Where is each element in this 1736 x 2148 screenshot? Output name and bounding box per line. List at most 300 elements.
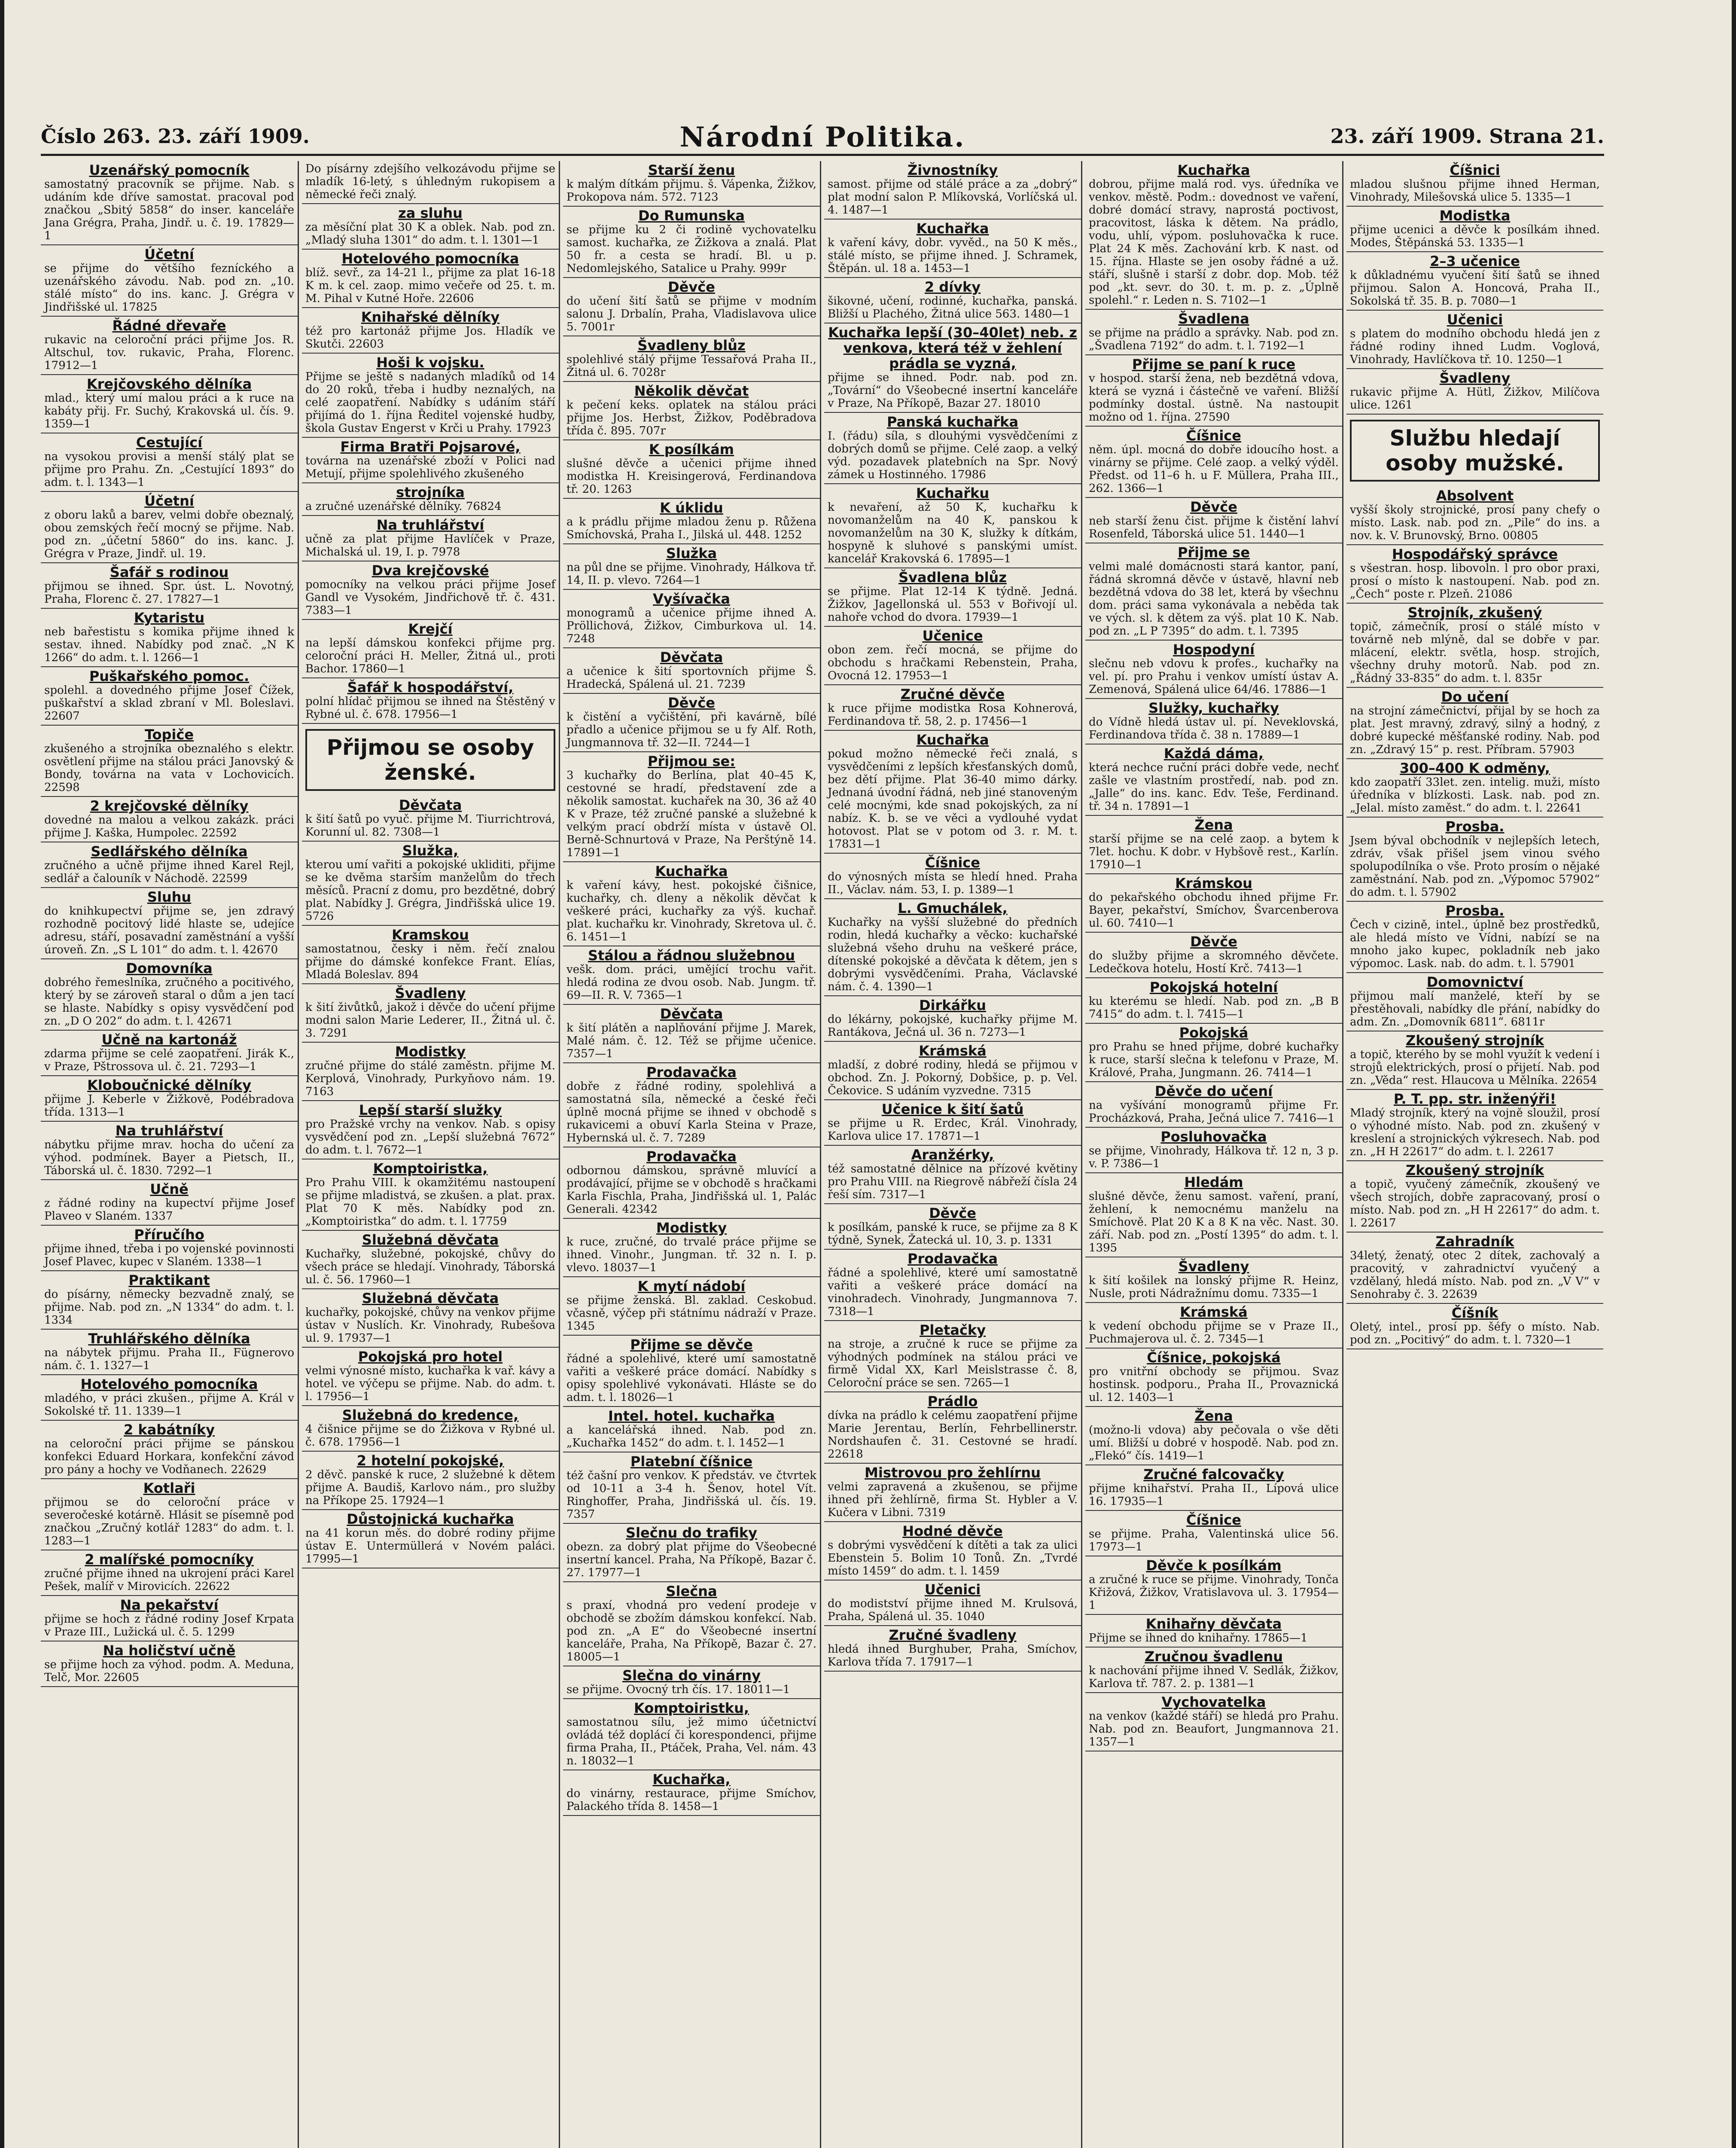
classified-ad: [1085, 1556, 1342, 1615]
classified-ad: [41, 161, 298, 245]
classified-ad: [824, 1580, 1081, 1626]
ad-heading: Strojník, zkušený: [1407, 604, 1542, 621]
ad-text: se přijme. Ovocný trh čís. 17. 18011—1: [566, 1683, 790, 1696]
classified-ad: [1085, 816, 1342, 874]
ad-heading: za sluhu: [398, 205, 463, 221]
ad-text: k šití živůtků, jakož i děvče do učení přijme modni salon Marie Lederer, II., Žitná ul. č. 3. 7291: [305, 1001, 555, 1040]
ad-text: na lepší dámskou konfekci přijme prg. celoroční práci H. Meller, Žitná ul., proti Bachor. 17860—1: [305, 637, 555, 675]
ad-text: přijme J. Keberle v Žižkově, Podébradova třída. 1313—1: [44, 1093, 294, 1119]
ad-heading: Švadleny blůz: [637, 337, 746, 354]
ad-heading: Praktikant: [128, 1272, 210, 1288]
classified-ad: [41, 1596, 298, 1642]
ad-heading: Účetní: [144, 493, 194, 509]
classified-ad: [563, 694, 820, 752]
ad-heading: Na truhlářství: [376, 517, 484, 533]
ad-heading: Knihařské dělníky: [361, 309, 500, 325]
ad-text: rukavic na celoroční práci přijme Jos. R. Altschul, tov. rukavic, Praha, Florenc. 17912—1: [44, 333, 294, 372]
ad-text: a zručné uzenářské dělníky. 76824: [305, 500, 502, 513]
ad-heading: Zručné děvče: [900, 686, 1005, 702]
classified-ad: [824, 1204, 1081, 1250]
classified-ad: [1346, 759, 1603, 818]
ad-text: do písárny, německy bezvadně znalý, se přijme. Nab. pod zn. „N 1334“ do adm. t. l. 1334: [44, 1288, 294, 1327]
classified-ad: [1085, 1648, 1342, 1693]
ad-heading: Zahradník: [1435, 1233, 1514, 1250]
classified-ad: [41, 1479, 298, 1550]
ad-heading: Příručího: [134, 1227, 204, 1243]
ad-heading: Švadlena blůz: [898, 569, 1007, 586]
ad-heading: Hotelového pomocníka: [341, 250, 519, 267]
ad-heading: Prodavačka: [646, 1064, 737, 1080]
ad-heading: Dva krejčovské: [372, 562, 489, 579]
classified-ad: [1085, 933, 1342, 978]
classified-ad: [41, 317, 298, 375]
ad-heading: Zručnou švadlenu: [1144, 1648, 1283, 1665]
classified-ad: [563, 1452, 820, 1524]
classified-ad: [41, 609, 298, 667]
ad-heading: Pokojská hotelní: [1149, 979, 1278, 995]
ad-heading: Kuchařka: [916, 732, 989, 748]
ad-heading: Kuchařka lepší (30–40let) neb. z venkova, která též v žehlení prádla se vyzná,: [828, 324, 1077, 372]
ad-text: do pekařského obchodu ihned přijme Fr. Bayer, pekařství, Smíchov, Švarcenberova ul. 60. 7410—1: [1089, 891, 1339, 930]
classified-ad: [41, 492, 298, 563]
ad-text: kdo zaopatří 33let. zen. intelig. muži, místo úředníka v blízkosti. Lask. nab. pod zn. „Jelal. místo zaměst.“ do adm. t. l. 22641: [1350, 776, 1600, 815]
ad-text: na strojní zámečnictví, přijal by se hoch za plat. Jest mravný, zdravý, silný a hodný, z dobré kupecké měšťanské rodiny. Nab. pod zn. „Zdravý 15“ p. rest. Příbram. 57903: [1350, 705, 1600, 756]
ad-text: do výnosných místa se hledí hned. Praha II., Václav. nám. 53, I. p. 1389—1: [828, 870, 1078, 896]
ad-text: se přijme ženská. Bl. zaklad. Ceskobud. včasně, výčep při státnímu nádraží v Praze. 1345: [566, 1294, 816, 1333]
ad-heading: Na pekařství: [120, 1597, 219, 1613]
ad-text: 34letý, ženatý, otec 2 dítek, zachovalý a pracovitý, v zahradnictví vyučený a vzdělaný, hledá místo. Nab. pod zn. „V V“ v Senohraby č. 3. 22639: [1350, 1249, 1600, 1301]
ad-heading: Sluhu: [147, 889, 192, 905]
ad-text: z oboru laků a barev, velmi dobře obeznalý, obou zemských řečí mocný se přijme. Nab. pod zn. „účetní 5860“ do ins. kanc. J. Grégra v Praze, Jindř. ul. 19.: [44, 509, 294, 560]
classified-ad: [1085, 1257, 1342, 1303]
ad-text: přijme se hoch z řádné rodiny Josef Krpata v Praze III., Lužická ul. č. 5. 1299: [44, 1613, 294, 1638]
ad-text: k důkladnému vyučení šití šatů se ihned přijmou. Salon A. Honcová, Praha II., Sokolská tř. 35. B. p. 7080—1: [1350, 269, 1600, 308]
ad-text: neb starší ženu čist. přijme k čistění lahví Rosenfeld, Táborská ulice 51. 1440—1: [1089, 515, 1339, 540]
ad-text: blíž. sevř., za 14-21 l., přijme za plat 16-18 K m. k cel. zaop. mimo večeře od 25. t. m. M. Pihal v Kutné Hoře. 22606: [305, 266, 555, 305]
classified-ad: [302, 204, 559, 250]
ad-text: dovedné na malou a velkou zakázk. práci přijme J. Kaška, Humpolec. 22592: [44, 814, 294, 839]
classified-ad: [563, 1147, 820, 1219]
ad-text: k vaření kávy, hest. pokojské čišnice, kuchařky, ch. dleny a několik děvčat k veškeré práci, kuchařky za výš. kuchař. plat. kuchařku kr. Vinohrady, Skretova ul. č. 6. 1451—1: [566, 879, 816, 943]
ad-heading: Děvče: [929, 1205, 976, 1221]
ad-text: mladého, v práci zkušen., přijme A. Král v Sokolské tř. 11. 1339—1: [44, 1392, 294, 1418]
ad-heading: Do Rumunska: [638, 207, 745, 224]
ad-heading: Topiče: [144, 726, 194, 743]
ad-text: neb bařestistu s komika přijme ihned k sestav. ihned. Nabídky pod znač. „N K 1266“ do adm. t. l. 1266—1: [44, 625, 294, 664]
classified-ad: [1085, 427, 1342, 498]
ad-text: též pro kartonáž přijme Jos. Hladík ve Skutči. 22603: [305, 325, 555, 351]
classified-ad: [824, 1146, 1081, 1204]
ad-text: do učení šití šatů se přijme v modním salonu J. Drbalín, Praha, Vladislavova ulice 5. 7001r: [566, 295, 816, 333]
ad-text: a k prádlu přijme mladou ženu p. Růžena Smíchovská, Praha I., Jilská ul. 448. 1252: [566, 516, 816, 541]
ad-heading: Číšník: [1451, 1305, 1498, 1321]
ad-text: do služby přijme a skromného děvčete. Ledečkova hotelu, Hostí Krč. 7413—1: [1089, 949, 1339, 975]
classified-ad: [563, 648, 820, 694]
ad-text: (možno-li vdova) aby pečovala o vše děti umí. Bližší u dobré v hospodě. Nab. pod zn. „Flekó“ čís. 1419—1: [1089, 1424, 1339, 1462]
ad-text: topič, zámečník, prosí o stálé místo v továrně neb mlýně, dal se dobře v par. mlácení, elektr. světla, hosp. strojích, všechny druhy motorů. Nab. pod zn. „Řádný 33-835“ do adm. t. l. 835r: [1350, 620, 1600, 685]
ad-heading: Služebná do kredence,: [342, 1407, 519, 1423]
classified-ad: [1085, 1693, 1342, 1751]
classified-ad: [302, 926, 559, 984]
classified-ad: [824, 1100, 1081, 1146]
ad-heading: Krámská: [1180, 1304, 1248, 1320]
ad-heading: Učně na kartonáž: [101, 1031, 237, 1048]
ad-text: se přijme, Vinohrady, Hálkova tř. 12 n, 3 p. v. P. 7386—1: [1089, 1144, 1339, 1170]
classified-ad: [41, 1330, 298, 1375]
ad-heading: Stálou a řádnou služebnou: [588, 947, 795, 964]
ad-text: se přijme. Praha, Valentinská ulice 56. 17973—1: [1089, 1528, 1339, 1553]
ad-heading: Krejčovského dělníka: [86, 376, 252, 392]
left-page-edge: [0, 0, 4, 2148]
ad-heading: Učenici: [924, 1581, 981, 1598]
classified-ad: [824, 854, 1081, 899]
ad-text: 4 čišnice přijme se do Žižkova v Rybné ul. č. 678. 17956—1: [305, 1423, 555, 1449]
ad-text: samost. přijme od stálé práce a za „dobrý“ plat modní salon P. Mlíkovská, Vorlíčská ul. 4. 1487—1: [828, 178, 1078, 217]
classified-ad: [41, 563, 298, 609]
ad-text: šikovné, učení, rodinné, kuchařka, panská. Bližší u Plachého, Žitná ulice 563. 1480—1: [828, 295, 1078, 320]
ad-heading: 2 malířské pomocníky: [85, 1551, 254, 1568]
column-4: [824, 161, 1082, 2148]
ad-heading: Kuchařka: [655, 863, 728, 879]
ad-text: k šití šatů po vyuč. přijme M. Tiurrichtrová, Korunní ul. 82. 7308—1: [305, 813, 555, 839]
ad-heading: Modistky: [656, 1220, 727, 1236]
right-page-edge: [1732, 0, 1736, 2148]
ad-heading: Aranžérky,: [911, 1147, 994, 1163]
ad-text: na půl dne se přijme. Vinohrady, Hálkova tř. 14, II. p. vlevo. 7264—1: [566, 561, 816, 587]
ad-text: k šití košilek na lonský přijme R. Heinz, Nusle, proti Nádražnímu domu. 7335—1: [1089, 1274, 1339, 1300]
ad-text: Do písárny zdejšího velkozávodu přijme se mladík 16-letý, s úhledným rukopisem a německé řeči znalý.: [305, 162, 555, 201]
classified-ad: [563, 440, 820, 499]
classified-ad: [302, 483, 559, 516]
classified-ad: [824, 484, 1081, 568]
classified-ad: [41, 433, 298, 492]
ad-heading: Služebná děvčata: [362, 1232, 499, 1248]
ad-text: zkušeného a strojníka obeznalého s elektr. osvětlení přijme na stálou práci Janovský & Bondy, továrna na vata v Lochovicích. 22598: [44, 742, 294, 794]
ad-text: pro Pražské vrchy na venkov. Nab. s opisy vysvědčení pod zn. „Lepší služebná 7672“ do adm. t. l. 7672—1: [305, 1118, 555, 1156]
ad-heading: Každá dáma,: [1163, 745, 1264, 762]
ad-text: pro vnitřní obchody se přijmou. Svaz hostinsk. podporu., Praha II., Provaznická ul. 12. 1403—1: [1089, 1365, 1339, 1404]
ad-text: se přijme do většího fezníckého a uzenářského závodu. Nab. pod zn. „10. stálé místo“ do ins. kanc. J. Grégra v Jindřišské ul. 17825: [44, 262, 294, 314]
classified-ad: [563, 1666, 820, 1699]
classified-ad: [563, 946, 820, 1005]
ad-heading: Přijme se: [1177, 544, 1250, 561]
ad-heading: Služka: [666, 545, 717, 561]
ad-text: přijmou malí manželé, kteří by se přestěhovali, nabídky dle přání, nabídky do adm. Zn. „Domovník 6811“. 6811r: [1350, 990, 1600, 1028]
classified-ad: [563, 1336, 820, 1407]
classified-ad: [302, 1452, 559, 1510]
ad-text: Kuchařky na vyšší služebné do předních rodin, hledá kuchařky a věcko: kuchařské služebná všeho druhu na veškeré práce, dítenské pokojské a děvčata k dětem, jen s dobrými vysvědčeními. Praha, Václavské nám. č. 4. 1390—1: [828, 916, 1078, 993]
classified-ad: [41, 726, 298, 797]
ad-text: kuchařky, pokojské, chůvy na venkov přijme ústav v Nuslích. Kr. Vinohrady, Rubešova ul. 9. 17937—1: [305, 1306, 555, 1345]
classified-ad: [824, 568, 1081, 627]
ad-text: kterou umí vařiti a pokojské ukliditi, přijme se ke dvěma starším manželům do třech měsíců. Pracní z domu, pro bezdětné, dobrý plat. Nabídky J. Grégra, Jindřišská ulice 19. 5726: [305, 858, 555, 923]
classified-ad: [302, 1289, 559, 1348]
ad-text: dobře z řádné rodiny, spolehlivá a samostatná síla, německé a české řeči úplně mocná přijme se ihned v obchodě s rukavicemi a obuví Karla Steina v Praze, Hybernská ul. č. 7. 7289: [566, 1080, 816, 1144]
ad-heading: Absolvent: [1436, 488, 1514, 504]
classified-ad: [302, 796, 559, 842]
ad-heading: L. Gmuchálek,: [898, 900, 1008, 916]
classified-ad: [1346, 604, 1603, 688]
classified-ad: [302, 438, 559, 483]
classified-ad: [1346, 311, 1603, 369]
ad-text: k pečení keks. oplatek na stálou práci přijme Jos. Herbst, Žižkov, Poděbradova třída č. 895. 707r: [566, 399, 816, 437]
ad-text: polní hlídač přijmou se ihned na Štěstěný v Rybné ul. č. 678. 17956—1: [305, 695, 555, 721]
classified-ad: [1085, 1615, 1342, 1648]
ad-heading: Číšnice: [925, 854, 980, 871]
column-6: [1346, 161, 1603, 2148]
classified-ad: [1085, 161, 1342, 310]
issue-date: Číslo 263. 23. září 1909.: [41, 125, 310, 148]
ad-text: na stroje, a zručné k ruce se přijme za výhodných podmínek na stálou práci ve firmě Vidal XX, Karl Meislstrasse č. 8, Celoroční práce se sen. 7265—1: [828, 1338, 1078, 1389]
classified-ad: [1085, 1024, 1342, 1082]
ad-text: k ruce, zručné, do trvalé práce přijme se ihned. Vinohr., Jungman. tř. 32 n. I. p. vlevo. 18037—1: [566, 1236, 816, 1274]
classified-columns: [41, 161, 1606, 2148]
ad-heading: Na truhlářství: [115, 1123, 223, 1139]
ad-heading: Cestující: [136, 434, 203, 451]
ad-heading: Kuchařka,: [652, 1771, 731, 1788]
classified-ad: [41, 1375, 298, 1421]
ad-heading: 2–3 učenice: [1430, 253, 1520, 269]
page-header: [41, 121, 1604, 156]
ad-text: se přijme hoch za výhod. podm. A. Meduna, Telč, Mor. 22605: [44, 1658, 294, 1684]
classified-ad: [563, 161, 820, 207]
classified-ad: [302, 1510, 559, 1568]
ad-text: velmi zapravená a zkušenou, se přijme ihned při žehlírně, firma St. Hybler a V. Kučera v Libni. 7319: [828, 1480, 1078, 1519]
ad-heading: Platební číšnice: [630, 1453, 753, 1470]
ad-text: k čistění a vyčištění, při kavárně, bílé přadlo a učenice přijmou se u fy Alf. Roth, Jungmannova tř. 32—II. 7244—1: [566, 711, 816, 749]
classified-ad: [41, 797, 298, 842]
classified-ad: [1085, 1465, 1342, 1511]
ad-text: za měsíční plat 30 K a oblek. Nab. pod zn. „Mladý sluha 1301“ do adm. t. l. 1301—1: [305, 221, 555, 247]
ad-text: samostatnou sílu, jež mimo účetnictví ovládá též doplácí či korespondenci, přijme firma Praha, II., Ptáček, Praha, Vel. nám. 43 n. 18032—1: [566, 1716, 816, 1767]
ad-heading: Služky, kuchařky: [1148, 700, 1279, 716]
classified-ad: [1085, 874, 1342, 933]
ad-text: do knihkupectví přijme se, jen zdravý rozhodně pocitový lidé hlaste se, udejíce adresu, stáří, posavadní zaměstnání a vyšší úroveň. Zn. „S L 101“ do adm. t. l. 42670: [44, 905, 294, 956]
classified-ad: [41, 1226, 298, 1271]
ad-text: v hospod. starší žena, neb bezdětná vdova, která se vyzná i částečně ve vaření. Bližší podmínky dostal. ústně. Na nastoupit možno od 1. října. 27590: [1089, 372, 1339, 424]
ad-heading: Děvčata: [660, 1006, 723, 1022]
ad-heading: Vychovatelka: [1161, 1694, 1266, 1710]
classified-ad: [563, 1524, 820, 1582]
classified-ad: [302, 1101, 559, 1159]
ad-text: přijmou se do celoroční práce v severočeské kotárně. Hlásit se písemně pod značkou „Zručný kotlář 1283“ do adm. t. l. 1283—1: [44, 1496, 294, 1547]
ad-text: a učenice k šití sportovních přijme Š. Hradecká, Spálená ul. 21. 7239: [566, 665, 816, 691]
ad-heading: Dirkářku: [919, 997, 987, 1013]
classified-ad: [824, 731, 1081, 854]
ad-heading: Firma Bratři Pojsarové,: [340, 439, 521, 455]
ad-heading: Hospodyní: [1173, 641, 1255, 658]
classified-ad: [563, 590, 820, 648]
ad-heading: Hospodářský správce: [1392, 546, 1558, 562]
ad-heading: Žena: [1194, 1408, 1233, 1424]
ad-heading: Pokojská pro hotel: [358, 1349, 503, 1365]
ad-heading: Hotelového pomocníka: [80, 1376, 258, 1392]
classified-ad: [824, 627, 1081, 685]
ad-text: I. (řádu) síla, s dlouhými vysvědčeními z dobrých domů se přijme. Celé zaop. a velký výd. pozadavek platebních na Spr. Nový zámek u Hostinného. 17986: [828, 430, 1078, 481]
ad-text: do modistství přijme ihned M. Krulsová, Praha, Spálená ul. 35. 1040: [828, 1597, 1078, 1623]
ad-heading: Děvčata: [660, 649, 723, 665]
masthead-title: Národní Politika.: [679, 121, 965, 153]
classified-ad: [302, 1043, 559, 1101]
column-3: [563, 161, 821, 2148]
ad-heading: Slečna: [666, 1583, 717, 1599]
ad-text: k posílkám, panské k ruce, se přijme za 8 K týdně, Synek, Žatecká ul. 10, 3. p. 1331: [828, 1221, 1078, 1247]
ad-text: k nachování přijme ihned V. Sedlák, Žižkov, Karlova tř. 787. 2. p. 1381—1: [1089, 1664, 1339, 1690]
classified-ad: [41, 245, 298, 317]
ad-text: monogramů a učenice přijme ihned A. Pröllichová, Žižkov, Cimburkova ul. 14. 7248: [566, 607, 816, 645]
ad-text: Čech v cizině, intel., úplně bez prostředků, ale hledá místo ve Vídni, nabízí se na mnoho jako kupec, pokladník neb jako výpomoc. Lask. nab. do adm. t. l. 57901: [1350, 918, 1600, 970]
ad-heading: Účetní: [144, 246, 194, 262]
ad-text: která nechce ruční práci dobře vede, nechť zašle ve vlastním prostředí, nab. pod zn. „Jalle“ do ins. kanc. Edv. Teše, Ferdinand. tř. 34 n. 17891—1: [1089, 761, 1339, 813]
classified-ad: [1346, 487, 1603, 545]
ad-heading: Komptoiristku,: [633, 1700, 749, 1716]
classified-ad: [1346, 369, 1603, 415]
ad-heading: Děvčata: [399, 797, 462, 813]
ad-heading: Číšnice, pokojská: [1147, 1349, 1281, 1366]
classified-ad: [41, 1180, 298, 1226]
classified-ad: [1346, 1233, 1603, 1304]
ad-heading: Šafář k hospodářství,: [347, 679, 514, 696]
classified-ad: [1085, 1407, 1342, 1465]
ad-heading: Děvče: [668, 695, 715, 711]
ad-text: továrna na uzenářské zboží v Polici nad Metují, přijme spolehlivého zkušeného: [305, 455, 555, 480]
classified-ad: [1085, 1511, 1342, 1556]
classified-ad: [302, 354, 559, 438]
classified-ad: [563, 1277, 820, 1336]
classified-ad: [824, 1250, 1081, 1321]
ad-heading: Šafář s rodinou: [110, 564, 229, 580]
ad-heading: P. T. pp. str. inženýři!: [1393, 1091, 1556, 1107]
ad-heading: Služka,: [402, 842, 459, 859]
classified-ad: [1346, 973, 1603, 1031]
ad-text: spolehl. a dovedného přijme Josef Čížek, puškařství a sklad zbraní v Ml. Boleslavi. 22607: [44, 684, 294, 723]
classified-ad: [41, 375, 298, 433]
ad-text: do lékárny, pokojské, kuchařky přijme M. Rantákova, Ječná ul. 36 n. 7273—1: [828, 1013, 1078, 1039]
ad-text: s praxí, vhodná pro vedení prodeje v obchodě se zbožím dámskou konfekcí. Nab. pod zn. „A E“ do Všeobecné insertní kanceláře, Praha, Na Příkopě, Bazar č. 27. 18005—1: [566, 1599, 816, 1663]
classified-ad: [1346, 207, 1603, 252]
ad-heading: 2 dívky: [924, 279, 981, 295]
ad-text: na vyšívání monogramů přijme Fr. Procházková, Praha, Ječná ulice 7. 7416—1: [1089, 1099, 1339, 1125]
classified-ad: [1085, 310, 1342, 355]
classified-ad: [1085, 744, 1342, 816]
ad-text: přijme se ihned. Podr. nab. pod zn. „Tovární“ do Všeobecné insertní kanceláře v Praze, Na Příkopě, Bazar 27. 18010: [828, 371, 1078, 410]
ad-text: Jsem býval obchodník v nejlepších letech, zdráv, však přišel jsem vinou svého spolupodílníka o vše. Proto prosím o nějaké zaměstnání. Nab. pod zn. „Výpomoc 57902“ do adm. t. l. 57902: [1350, 834, 1600, 899]
ad-heading: Služebná děvčata: [362, 1290, 499, 1306]
ad-text: k ruce přijme modistka Rosa Kohnerová, Ferdinandova tř. 58, 2. p. 17456—1: [828, 702, 1078, 728]
classified-ad: [563, 1063, 820, 1147]
ad-text: z řádné rodiny na kupectví přijme Josef Plaveo v Slaném. 1337: [44, 1197, 294, 1223]
ad-text: učně za plat přijme Havlíček v Praze, Michalská ul. 19, I. p. 7978: [305, 533, 555, 558]
ad-heading: Zkoušený strojník: [1405, 1032, 1544, 1049]
classified-ad: [302, 620, 559, 678]
ad-text: Přijme se ještě s nadaných mladíků od 14 do 20 roků, třeba i hudby neznalých, na celé zaopatření. Nabídky s udáním stáří přijímá do 1. října Ředitel vojenské hudby, škola Gustav Engerst v Krči u Prahy. 17923: [305, 370, 555, 435]
classified-ad: [302, 308, 559, 354]
ad-heading: 2 krejčovské dělníky: [90, 798, 249, 814]
ad-text: zručné přijme ihned na ukrojení práci Karel Pešek, malíř v Mirovicích. 22622: [44, 1567, 294, 1593]
ad-text: s dobrými vysvědčení k dítěti a tak za ulici Ebenstein 5. Bolim 10 Tonů. Zn. „Tvrdé místo 1459“ do adm. t. l. 1459: [828, 1539, 1078, 1577]
classified-ad: [563, 499, 820, 544]
ad-heading: Prodavačka: [646, 1148, 737, 1165]
column-5: [1085, 161, 1343, 2148]
ad-heading: Učenici: [1447, 311, 1503, 328]
ad-heading: Modistka: [1439, 207, 1511, 224]
classified-ad: [563, 336, 820, 382]
ad-heading: Zručné falcovačky: [1143, 1466, 1284, 1483]
ad-heading: Kramskou: [392, 927, 469, 943]
classified-ad: [302, 250, 559, 308]
ad-heading: Kytaristu: [134, 610, 205, 626]
classified-ad: [41, 1271, 298, 1330]
ad-heading: Zkoušený strojník: [1405, 1162, 1544, 1178]
ad-text: a kancelářská ihned. Nab. pod zn. „Kuchařka 1452“ do adm. t. l. 1452—1: [566, 1424, 816, 1449]
classified-ad: [824, 685, 1081, 731]
ad-heading: Přijme se děvče: [630, 1336, 753, 1353]
ad-text: na 41 korun měs. do dobré rodiny přijme ústav E. Untermüllerá v Novém paláci. 17995—1: [305, 1527, 555, 1565]
ad-text: Oletý, intel., prosí pp. šéfy o místo. Nab. pod zn. „Pocitivý“ do adm. t. l. 7320—1: [1350, 1321, 1600, 1346]
classified-ad: [1346, 1031, 1603, 1090]
ad-heading: Několik děvčat: [634, 383, 749, 399]
ad-text: mladou slušnou přijme ihned Herman, Vinohrady, Milešovská ulice 5. 1335—1: [1350, 178, 1600, 204]
classified-ad: [1085, 355, 1342, 427]
ad-text: pomocníky na velkou práci přijme Josef Gandl ve Vysokém, Jindřichově tř. č. 431. 7383—1: [305, 578, 555, 617]
ad-text: na nábytek přijmu. Praha II., Fügnerovo nám. č. 1. 1327—1: [44, 1346, 294, 1372]
classified-ad: [824, 278, 1081, 323]
ad-text: pro Prahu se hned přijme, dobré kuchařky k ruce, starší slečna k telefonu v Praze, M. Králové, Praha, Jungmann. 26. 7414—1: [1089, 1040, 1339, 1079]
ad-text: odbornou dámskou, správně mluvící a prodávající, přijme se v obchodě s hračkami Karla Fischla, Praha, Jindřišská ul. 1, Palác Generali. 42342: [566, 1164, 816, 1216]
ad-heading: Děvče k posílkám: [1146, 1557, 1282, 1574]
classified-ad: [1085, 1303, 1342, 1349]
classified-ad: [1085, 543, 1342, 641]
ad-heading: Slečnu do trafiky: [626, 1525, 757, 1541]
classified-ad: [302, 1406, 559, 1452]
ad-heading: Hodné děvče: [902, 1523, 1003, 1539]
ad-heading: Zručné švadleny: [889, 1627, 1017, 1643]
ad-text: Přijme se ihned do knihařny. 17865—1: [1089, 1632, 1308, 1645]
ad-text: zdarma přijme se celé zaopatření. Jirák K., v Praze, Pštrossova ul. č. 21. 7293—1: [44, 1047, 294, 1073]
ad-text: zručné přijme do stálé zaměstn. přijme M. Kerplová, Vinohrady, Purkyňovo nám. 19. 7163: [305, 1059, 555, 1098]
ad-text: ku kterému se hledí. Nab. pod zn. „B B 7415“ do adm. t. l. 7415—1: [1089, 995, 1339, 1021]
ad-text: a zručné k ruce se přijme. Vinohrady, Tonča Křižová, Žižkov, Vratislavova ul. 3. 17954—1: [1089, 1573, 1339, 1612]
ad-text: na vysokou provisi a menší stálý plat se přijme pro Prahu. Zn. „Cestující 1893“ do adm. t. l. 1343—1: [44, 450, 294, 489]
ad-heading: Hledám: [1184, 1174, 1243, 1190]
ad-heading: K posílkám: [649, 441, 734, 458]
classified-ad: [824, 1464, 1081, 1522]
ad-text: vešk. dom. práci, umějící trochu vařit. hledá rodina ze dvou osob. Nab. Jungm. tř. 69—II. R. V. 7365—1: [566, 963, 816, 1002]
classified-ad: [1346, 1304, 1603, 1349]
ad-heading: Učně: [150, 1181, 189, 1197]
ad-text: 2 děvč. panské k ruce, 2 služebné k dětem přijme A. Baudiš, Karlovo nám., pro služby na Příkope 25. 17924—1: [305, 1468, 555, 1507]
classified-ad: [302, 1231, 559, 1289]
classified-ad: [41, 1550, 298, 1596]
classified-ad: [824, 899, 1081, 996]
ad-heading: Pokojská: [1179, 1025, 1249, 1041]
ad-text: k vedení obchodu přijme se v Praze II., Puchmajerova ul. č. 2. 7345—1: [1089, 1320, 1339, 1346]
ad-heading: Kuchařka: [916, 220, 989, 237]
ad-heading: Kuchařka: [1177, 162, 1250, 178]
ad-heading: Hoši k vojsku.: [376, 354, 484, 371]
ad-text: se přijme ku 2 či rodině vychovatelku samost. kuchařka, ze Žižkova a znalá. Plat 50 fr. a cesta se hradí. Bl. u p. Nedomlejského, Satalice u Prahy. 999r: [566, 223, 816, 275]
ad-heading: Krámskou: [1175, 875, 1252, 891]
ad-heading: Učenice k šití šatů: [881, 1101, 1024, 1117]
ad-text: spolehlivé stálý přijme Tessařová Praha II., Žitná ul. 6. 7028r: [566, 353, 816, 379]
ad-heading: Prosba.: [1445, 818, 1505, 835]
ad-heading: Děvče: [668, 279, 715, 295]
classified-ad: [1346, 161, 1603, 207]
ad-text: Pro Prahu VIII. k okamžitému nastoupení se přijme mladistvá, se zkušen. a plat. prax. Plat 70 K měs. Nabídky pod zn. „Komptoiristka“ do adm. t. l. 17759: [305, 1176, 555, 1228]
ad-heading: Intel. hotel. kuchařka: [608, 1408, 775, 1424]
classified-ad: [302, 161, 559, 204]
classified-ad: [1085, 641, 1342, 699]
